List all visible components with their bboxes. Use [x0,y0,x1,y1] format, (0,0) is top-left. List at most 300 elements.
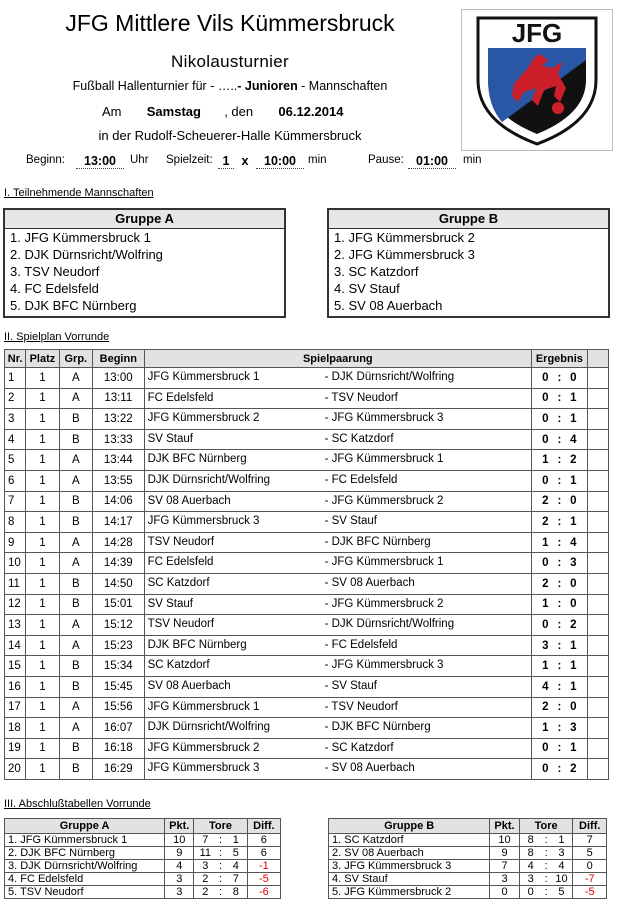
col-pairing: Spielpaarung [144,350,531,368]
result-sep: : [557,618,562,631]
match-time: 13:33 [92,429,144,450]
match-pairing [144,409,531,430]
match-row [5,697,609,718]
match-away: - SV Stauf [324,515,377,528]
standings-goals-against: 5 [550,886,573,899]
col-result: Ergebnis [532,350,588,368]
match-time: 13:11 [92,388,144,409]
standings-goals-against: 3 [550,847,573,860]
match-pairing [144,573,531,594]
match-away: - JFG Kümmersbruck 1 [324,556,444,569]
standings-goals-for: 7 [194,834,216,847]
club-crest-icon [462,10,612,150]
match-away: - JFG Kümmersbruck 2 [324,597,444,610]
match-pairing [144,635,531,656]
match-away: - SV Stauf [324,679,377,692]
match-away: - SC Katzdorf [324,432,394,445]
result-home: 0 [542,371,549,384]
match-nr: 7 [5,491,26,512]
result-away: 3 [570,721,577,734]
standings-goals-sep: : [542,873,551,886]
standings-b-pkt: Pkt. [490,819,519,834]
match-result [532,491,588,512]
match-row [5,676,609,697]
group-b-team: 1. JFG Kümmersbruck 2 [334,230,475,245]
match-away: - DJK BFC Nürnberg [324,535,431,548]
match-time: 14:06 [92,491,144,512]
standings-goals-sep: : [216,886,225,899]
standings-b-diff: Diff. [573,819,607,834]
match-result [532,615,588,636]
match-time: 15:45 [92,676,144,697]
match-row [5,635,609,656]
group-a-box [3,208,286,318]
match-nr: 4 [5,429,26,450]
group-b-team: 3. SC Katzdorf [334,264,419,279]
match-time: 13:22 [92,409,144,430]
result-home: 1 [542,454,549,467]
match-pairing [144,450,531,471]
match-time: 16:29 [92,759,144,780]
standings-group-b [328,818,607,899]
logo-text: JFG [511,18,563,48]
match-result [532,368,588,389]
schedule-header-row [5,350,609,368]
result-away: 4 [570,433,577,446]
match-platz: 1 [26,656,59,677]
standings-points: 3 [490,873,519,886]
result-home: 2 [542,495,549,508]
result-sep: : [557,701,562,714]
match-group: B [59,656,92,677]
match-home: SV 08 Auerbach [147,494,231,507]
match-spacer [587,450,608,471]
match-nr: 12 [5,594,26,615]
match-away: - SC Katzdorf [324,741,394,754]
match-time: 15:34 [92,656,144,677]
group-a-title: Gruppe A [5,210,284,229]
standings-goals-sep: : [542,834,551,847]
result-away: 1 [570,392,577,405]
match-nr: 8 [5,512,26,533]
match-result [532,635,588,656]
result-home: 0 [542,412,549,425]
standings-diff: -5 [247,873,280,886]
result-away: 0 [570,495,577,508]
result-away: 0 [570,371,577,384]
page-title: JFG Mittlere Vils Kümmersbruck [65,10,395,36]
match-platz: 1 [26,388,59,409]
spielzeit-label: Spielzeit: [166,154,213,166]
match-group: B [59,429,92,450]
match-nr: 5 [5,450,26,471]
match-home: TSV Neudorf [147,618,215,631]
result-away: 1 [570,474,577,487]
result-sep: : [557,515,562,528]
result-home: 2 [542,515,549,528]
standings-goals-against: 5 [225,847,247,860]
match-pairing [144,594,531,615]
standings-diff: -7 [573,873,607,886]
group-b-team: 5. SV 08 Auerbach [334,298,443,313]
match-group: A [59,532,92,553]
match-away: - FC Edelsfeld [324,473,398,486]
match-result [532,676,588,697]
standings-team: 2. SV 08 Auerbach [329,847,490,860]
standings-team: 3. DJK Dürnsricht/Wolfring [5,860,165,873]
standings-goals-sep: : [542,886,551,899]
match-group: A [59,470,92,491]
desc-age-class: - Junioren [237,79,298,93]
match-time: 13:44 [92,450,144,471]
match-row [5,738,609,759]
result-sep: : [557,433,562,446]
col-nr: Nr. [5,350,26,368]
standings-goals-sep: : [542,847,551,860]
match-pairing [144,388,531,409]
match-nr: 6 [5,470,26,491]
match-home: DJK Dürnsricht/Wolfring [147,473,271,486]
standings-points: 10 [490,834,519,847]
match-home: SC Katzdorf [147,576,210,589]
match-spacer [587,491,608,512]
standings-goals-for: 8 [519,847,541,860]
standings-team: 4. SV Stauf [329,873,490,886]
match-platz: 1 [26,635,59,656]
result-sep: : [557,742,562,755]
club-logo [461,9,613,151]
match-pairing [144,532,531,553]
standings-team: 4. FC Edelsfeld [5,873,165,886]
match-away: - JFG Kümmersbruck 1 [324,453,444,466]
match-time: 14:17 [92,512,144,533]
match-pairing [144,470,531,491]
match-spacer [587,718,608,739]
result-away: 1 [570,742,577,755]
match-pairing [144,738,531,759]
match-pairing [144,491,531,512]
match-home: FC Edelsfeld [147,556,214,569]
match-time: 16:07 [92,718,144,739]
standings-group-a [4,818,281,899]
standings-b-title: Gruppe B [329,819,490,834]
standings-goals-against: 4 [550,860,573,873]
match-away: - JFG Kümmersbruck 3 [324,412,444,425]
col-platz: Platz [26,350,59,368]
match-group: A [59,388,92,409]
result-sep: : [557,495,562,508]
result-sep: : [557,577,562,590]
match-home: JFG Kümmersbruck 1 [147,700,260,713]
match-result [532,388,588,409]
result-sep: : [557,474,562,487]
match-pairing [144,512,531,533]
standings-diff: 6 [247,834,280,847]
desc-post: - Mannschaften [297,79,388,93]
match-row [5,615,609,636]
match-result [532,594,588,615]
match-nr: 15 [5,656,26,677]
result-away: 1 [570,660,577,673]
standings-row [329,873,607,886]
result-away: 0 [570,577,577,590]
result-sep: : [557,412,562,425]
match-spacer [587,553,608,574]
section-standings-heading: III. Abschlußtabellen Vorrunde [4,798,151,810]
result-sep: : [557,639,562,652]
begin-unit: Uhr [130,154,149,166]
match-time: 15:56 [92,697,144,718]
standings-goals-against: 10 [550,873,573,886]
match-group: B [59,594,92,615]
match-pairing [144,676,531,697]
standings-diff: 5 [573,847,607,860]
match-group: B [59,491,92,512]
group-a-team: 2. DJK Dürnsricht/Wolfring [10,247,163,262]
result-sep: : [557,660,562,673]
section-teams-heading: I. Teilnehmende Mannschaften [4,187,154,199]
match-platz: 1 [26,491,59,512]
standings-row [5,860,281,873]
match-home: SC Katzdorf [147,659,210,672]
match-row [5,573,609,594]
standings-goals-sep: : [216,847,225,860]
standings-goals-against: 1 [225,834,247,847]
group-a-team: 5. DJK BFC Nürnberg [10,298,137,313]
match-time: 15:12 [92,615,144,636]
match-away: - DJK Dürnsricht/Wolfring [324,618,455,631]
match-pairing [144,656,531,677]
tournament-name: Nikolausturnier [171,52,289,71]
match-away: - DJK Dürnsricht/Wolfring [324,371,455,383]
begin-label: Beginn: [26,154,66,166]
standings-team: 5. TSV Neudorf [5,886,165,899]
standings-a-title: Gruppe A [5,819,165,834]
result-home: 0 [542,763,549,776]
match-group: A [59,718,92,739]
match-row [5,532,609,553]
match-nr: 9 [5,532,26,553]
match-platz: 1 [26,738,59,759]
match-nr: 3 [5,409,26,430]
standings-goals-against: 1 [550,834,573,847]
result-away: 1 [570,515,577,528]
result-sep: : [557,536,562,549]
match-result [532,718,588,739]
result-home: 0 [542,742,549,755]
col-group: Grp. [59,350,92,368]
match-result [532,738,588,759]
begin-value: 13:00 [76,154,124,169]
standings-b-tore: Tore [519,819,573,834]
match-pairing [144,615,531,636]
match-group: A [59,615,92,636]
match-result [532,759,588,780]
result-home: 4 [542,680,549,693]
match-result [532,450,588,471]
match-nr: 1 [5,368,26,389]
match-time: 15:01 [92,594,144,615]
result-away: 0 [570,701,577,714]
match-nr: 17 [5,697,26,718]
match-time: 16:18 [92,738,144,759]
standings-team: 3. JFG Kümmersbruck 3 [329,860,490,873]
match-home: JFG Kümmersbruck 1 [147,371,260,383]
match-spacer [587,635,608,656]
match-home: SV Stauf [147,432,193,445]
result-away: 1 [570,680,577,693]
pause-value: 01:00 [408,154,456,169]
result-home: 0 [542,474,549,487]
am-label: Am [102,104,122,119]
match-platz: 1 [26,450,59,471]
desc-pre: Fußball Hallenturnier für - ….. [72,79,238,93]
result-sep: : [557,557,562,570]
result-sep: : [557,598,562,611]
spielzeit-x: x [241,154,249,168]
match-nr: 19 [5,738,26,759]
match-row [5,718,609,739]
match-home: DJK BFC Nürnberg [147,638,247,651]
match-group: A [59,368,92,389]
standings-goals-for: 2 [194,873,216,886]
match-result [532,429,588,450]
date-line [102,104,343,119]
match-spacer [587,676,608,697]
match-result [532,656,588,677]
result-away: 2 [570,618,577,631]
match-platz: 1 [26,532,59,553]
match-nr: 14 [5,635,26,656]
match-row [5,656,609,677]
standings-points: 4 [165,860,194,873]
standings-goals-for: 11 [194,847,216,860]
tournament-description [0,79,460,93]
match-home: JFG Kümmersbruck 2 [147,741,260,754]
group-a-team: 3. TSV Neudorf [10,264,100,279]
match-platz: 1 [26,429,59,450]
result-sep: : [557,763,562,776]
spielzeit-unit: min [308,154,327,166]
match-away: - JFG Kümmersbruck 2 [324,494,444,507]
match-row [5,368,609,389]
match-row [5,594,609,615]
result-home: 0 [542,392,549,405]
match-home: SV Stauf [147,597,193,610]
match-result [532,573,588,594]
standings-goals-for: 3 [519,873,541,886]
match-row [5,450,609,471]
result-home: 1 [542,536,549,549]
standings-diff: -1 [247,860,280,873]
match-spacer [587,594,608,615]
match-group: B [59,738,92,759]
match-platz: 1 [26,759,59,780]
match-row [5,553,609,574]
match-group: B [59,676,92,697]
match-away: - SV 08 Auerbach [324,576,415,589]
standings-goals-against: 4 [225,860,247,873]
match-home: JFG Kümmersbruck 2 [147,412,260,425]
match-spacer [587,697,608,718]
match-row [5,429,609,450]
match-home: DJK Dürnsricht/Wolfring [147,721,271,734]
match-away: - SV 08 Auerbach [324,762,415,775]
timing-line [26,154,606,170]
standings-goals-for: 0 [519,886,541,899]
standings-row [5,886,281,899]
schedule-table [4,349,609,780]
match-group: B [59,759,92,780]
match-spacer [587,409,608,430]
match-group: A [59,450,92,471]
match-row [5,512,609,533]
standings-diff: -5 [573,886,607,899]
match-nr: 20 [5,759,26,780]
match-platz: 1 [26,512,59,533]
match-spacer [587,368,608,389]
match-result [532,697,588,718]
match-group: B [59,573,92,594]
match-pairing [144,718,531,739]
result-home: 0 [542,557,549,570]
standings-points: 7 [490,860,519,873]
match-time: 14:39 [92,553,144,574]
match-platz: 1 [26,718,59,739]
result-away: 2 [570,454,577,467]
match-nr: 18 [5,718,26,739]
match-row [5,491,609,512]
col-beginn: Beginn [92,350,144,368]
match-home: SV 08 Auerbach [147,679,231,692]
result-home: 1 [542,660,549,673]
result-home: 0 [542,433,549,446]
standings-points: 9 [490,847,519,860]
match-row [5,409,609,430]
match-row [5,388,609,409]
match-home: DJK BFC Nürnberg [147,453,247,466]
standings-a-tore: Tore [194,819,247,834]
match-away: - JFG Kümmersbruck 3 [324,659,444,672]
standings-goals-against: 8 [225,886,247,899]
match-platz: 1 [26,553,59,574]
match-time: 14:28 [92,532,144,553]
result-home: 3 [542,639,549,652]
match-spacer [587,759,608,780]
match-row [5,759,609,780]
standings-row [5,873,281,886]
match-spacer [587,656,608,677]
match-pairing [144,368,531,389]
match-result [532,512,588,533]
match-nr: 10 [5,553,26,574]
match-result [532,470,588,491]
venue: in der Rudolf-Scheuerer-Halle Kümmersbruck [98,128,362,143]
match-platz: 1 [26,470,59,491]
match-spacer [587,512,608,533]
standings-diff: 6 [247,847,280,860]
match-time: 14:50 [92,573,144,594]
match-result [532,409,588,430]
result-away: 1 [570,412,577,425]
result-home: 1 [542,598,549,611]
result-sep: : [557,371,562,384]
match-spacer [587,429,608,450]
match-nr: 13 [5,615,26,636]
match-pairing [144,759,531,780]
pause-label: Pause: [368,154,404,166]
match-spacer [587,573,608,594]
